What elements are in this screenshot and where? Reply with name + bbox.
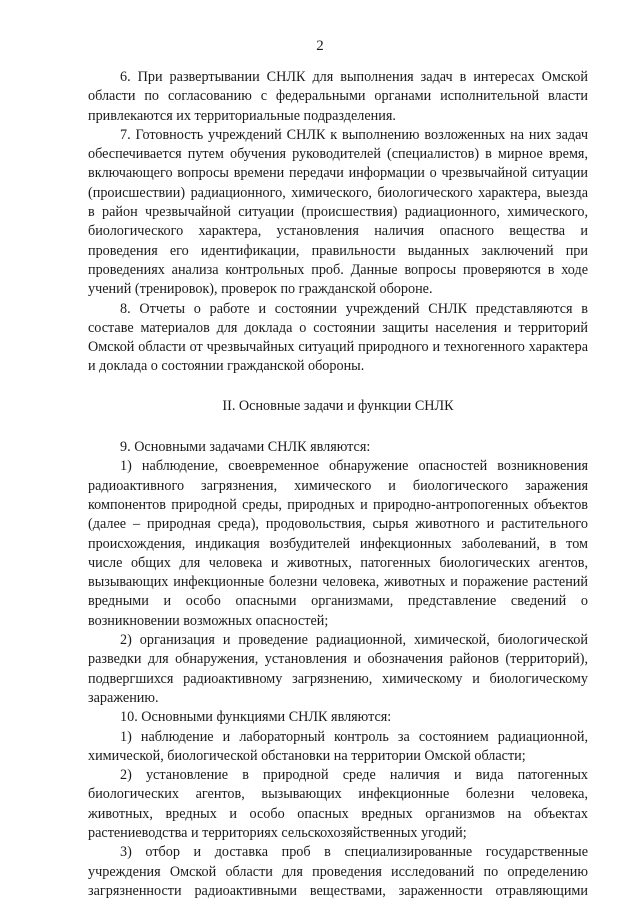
paragraph-function-2: 2) установление в природной среде наличия и вида патогенных биологических агентов, вызывающих инфекционные болезни человека, животных, вредных и особо опасных вредных организмов на объектах растениеводства и территориях сельскохозяйственных угодий; — [88, 767, 588, 841]
paragraph-function-3: 3) отбор и доставка проб в специализированные государственные учреждения Омской области для проведения исследований по определению загрязненности радиоактивными веществами, зараженности отравляющими — [88, 844, 588, 899]
paragraph-task-1: 1) наблюдение, своевременное обнаружение опасностей возникновения радиоактивного загрязнения, химического и биологического заражения компонентов природной среды, природных и природно-антропогенных объектов (далее – природная среда), продовольствия, сырья животного и растительного происхождения, индикация возбудителей инфекционных заболеваний, в том числе общих для человека и животных, патогенных биологических агентов, вызывающих инфекционные болезни человека, животных и поражение растений вредными и особо опасными организмами, представление сведений о возникновении возможных опасностей; — [88, 458, 588, 629]
page-number: 2 — [316, 38, 324, 54]
document-body — [88, 68, 588, 901]
section-heading: II. Основные задачи и функции СНЛК — [222, 397, 454, 414]
paragraph-item-8: 8. Отчеты о работе и состоянии учреждений СНЛК представляются в составе материалов для доклада о состоянии защиты населения и территорий Омской области от чрезвычайных ситуаций природного и техногенного характера и доклада о состоянии гражданской обороны. — [88, 300, 588, 375]
paragraph-function-1: 1) наблюдение и лабораторный контроль за состоянием радиационной, химической, биологической обстановки на территории Омской области; — [88, 728, 588, 764]
paragraph-item-9: 9. Основными задачами СНЛК являются: — [120, 439, 371, 456]
paragraph-item-10: 10. Основными функциями СНЛК являются: — [120, 709, 392, 726]
paragraph-item-7: 7. Готовность учреждений СНЛК к выполнению возложенных на них задач обеспечивается путем обучения руководителей (специалистов) в мирное время, включающего вопросы времени передачи информации о чрезвычайной ситуации (происшествии) радиационного, химического, биологического характера, выезда в район чрезвычайной ситуации (происшествия) радиационного, химического, биологического характера, установления наличия опасного вещества и проведения его идентификации, правильности выданных заключений при проведениях анализа контрольных проб. Данные вопросы проверяются в ходе учений (тренировок), проверок по гражданской обороне. — [88, 126, 588, 298]
paragraph-item-6: 6. При развертывании СНЛК для выполнения задач в интересах Омской области по согласованию с федеральными органами исполнительной власти привлекаются их территориальные подразделения. — [88, 69, 588, 124]
paragraph-task-2: 2) организация и проведение радиационной, химической, биологической разведки для обнаружения, установления и обозначения районов (территорий), подвергшихся радиоактивному загрязнению, химическому и биологическому заражению. — [88, 632, 588, 706]
